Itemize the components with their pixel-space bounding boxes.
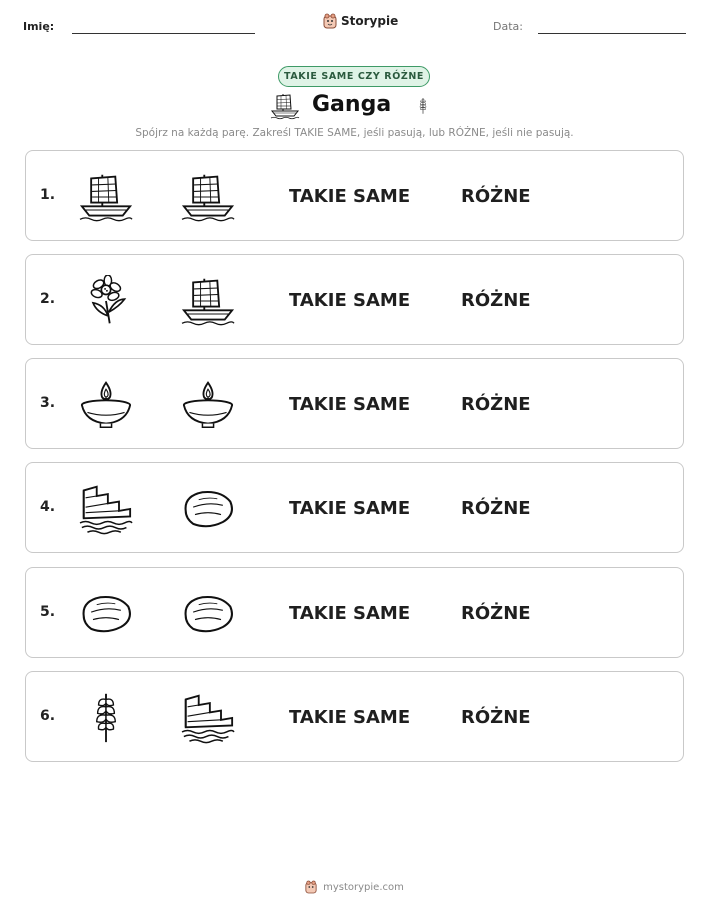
diya-lamp-icon <box>78 379 134 431</box>
boat-icon <box>270 92 300 120</box>
pair-row-3 <box>25 358 684 449</box>
river-stone-icon <box>180 483 236 535</box>
pair-row-4 <box>25 462 684 553</box>
name-label: Imię: <box>23 20 55 33</box>
option-different[interactable]: RÓŻNE <box>461 394 531 415</box>
footer-url[interactable]: mystorypie.com <box>323 881 404 893</box>
boat-icon <box>180 275 236 327</box>
ghat-steps-icon <box>78 483 134 535</box>
pair-row-5 <box>25 567 684 658</box>
wheat-icon <box>414 91 432 121</box>
row-number: 2. <box>40 291 56 307</box>
pair-row-1 <box>25 150 684 241</box>
row-number: 4. <box>40 499 56 515</box>
boat-icon <box>180 171 236 223</box>
brand-logo <box>323 13 398 29</box>
option-different[interactable]: RÓŻNE <box>461 290 531 311</box>
option-same[interactable]: TAKIE SAME <box>289 498 411 519</box>
date-label: Data: <box>493 20 523 33</box>
row-number: 6. <box>40 708 56 724</box>
page-title: Ganga <box>312 92 392 117</box>
storypie-mascot-icon <box>305 880 317 894</box>
option-same[interactable]: TAKIE SAME <box>289 707 411 728</box>
option-different[interactable]: RÓŻNE <box>461 603 531 624</box>
diya-lamp-icon <box>180 379 236 431</box>
row-number: 3. <box>40 395 56 411</box>
pair-row-6 <box>25 671 684 762</box>
row-number: 5. <box>40 604 56 620</box>
instructions: Spójrz na każdą parę. Zakreśl TAKIE SAME, jeśli pasują, lub RÓŻNE, jeśli nie pasują. <box>135 127 574 139</box>
ghat-steps-icon <box>180 692 236 744</box>
option-different[interactable]: RÓŻNE <box>461 498 531 519</box>
storypie-mascot-icon <box>323 13 337 29</box>
brand-name: Storypie <box>341 14 399 28</box>
option-same[interactable]: TAKIE SAME <box>289 603 411 624</box>
boat-icon <box>78 171 134 223</box>
name-line[interactable] <box>72 33 255 34</box>
option-same[interactable]: TAKIE SAME <box>289 186 411 207</box>
pair-row-2 <box>25 254 684 345</box>
river-stone-icon <box>180 588 236 640</box>
option-same[interactable]: TAKIE SAME <box>289 394 411 415</box>
option-different[interactable]: RÓŻNE <box>461 707 531 728</box>
option-different[interactable]: RÓŻNE <box>461 186 531 207</box>
river-stone-icon <box>78 588 134 640</box>
date-line[interactable] <box>538 33 686 34</box>
row-number: 1. <box>40 187 56 203</box>
worksheet-type-badge: TAKIE SAME CZY RÓŻNE <box>278 66 430 87</box>
wheat-icon <box>78 692 134 744</box>
footer <box>0 880 709 894</box>
option-same[interactable]: TAKIE SAME <box>289 290 411 311</box>
flower-icon <box>78 275 134 327</box>
